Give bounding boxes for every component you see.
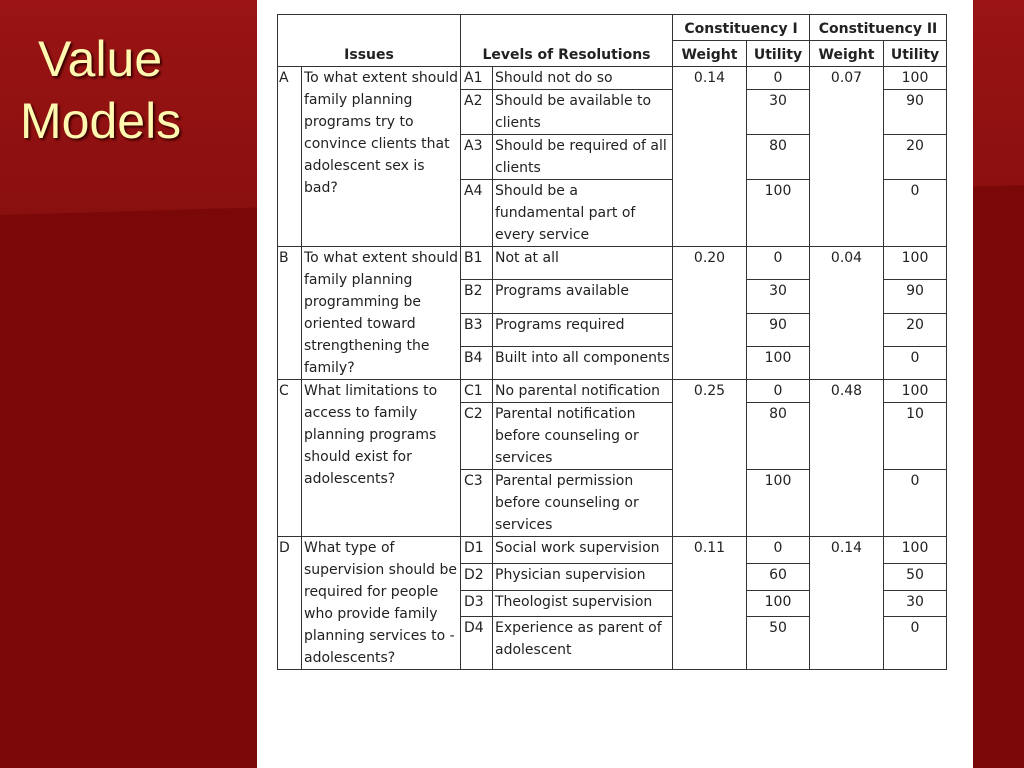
header-issues: Issues <box>278 15 461 67</box>
utility-constituency-2: 0 <box>884 470 947 537</box>
issue-letter: B <box>278 247 302 380</box>
utility-constituency-1: 0 <box>747 247 810 280</box>
utility-constituency-1: 0 <box>747 380 810 403</box>
utility-constituency-1: 60 <box>747 563 810 590</box>
utility-constituency-2: 20 <box>884 313 947 346</box>
header-constituency-2: Constituency II <box>810 15 947 41</box>
utility-constituency-2: 100 <box>884 380 947 403</box>
utility-constituency-2: 90 <box>884 280 947 313</box>
weight-constituency-2: 0.07 <box>810 67 884 247</box>
issue-letter: A <box>278 67 302 247</box>
header-utility-1: Utility <box>747 41 810 67</box>
level-code: A4 <box>461 180 493 247</box>
level-code: D2 <box>461 563 493 590</box>
level-code: D1 <box>461 537 493 564</box>
level-text: Should be available to clients <box>493 90 673 135</box>
level-code: C3 <box>461 470 493 537</box>
utility-constituency-2: 20 <box>884 135 947 180</box>
level-code: A2 <box>461 90 493 135</box>
issue-letter: C <box>278 380 302 537</box>
level-text: Not at all <box>493 247 673 280</box>
utility-constituency-2: 10 <box>884 403 947 470</box>
weight-constituency-1: 0.20 <box>673 247 747 380</box>
level-text: Parental permission before counseling or services <box>493 470 673 537</box>
utility-constituency-2: 30 <box>884 590 947 617</box>
utility-constituency-1: 100 <box>747 470 810 537</box>
header-weight-2: Weight <box>810 41 884 67</box>
utility-constituency-2: 0 <box>884 180 947 247</box>
utility-constituency-2: 100 <box>884 67 947 90</box>
level-text: No parental notification <box>493 380 673 403</box>
table-body <box>278 67 947 670</box>
utility-constituency-1: 90 <box>747 313 810 346</box>
weight-constituency-2: 0.48 <box>810 380 884 537</box>
table-row <box>278 380 947 403</box>
level-text: Theologist supervision <box>493 590 673 617</box>
level-code: B1 <box>461 247 493 280</box>
utility-constituency-1: 30 <box>747 90 810 135</box>
utility-constituency-1: 0 <box>747 537 810 564</box>
level-text: Programs required <box>493 313 673 346</box>
weight-constituency-2: 0.14 <box>810 537 884 670</box>
slide-title <box>20 28 181 152</box>
level-text: Should be a fundamental part of every service <box>493 180 673 247</box>
level-code: C2 <box>461 403 493 470</box>
table-panel <box>257 0 973 768</box>
issue-question: To what extent should family planning programs try to convince clients that adolescent sex is bad? <box>302 67 461 247</box>
utility-constituency-2: 100 <box>884 537 947 564</box>
weight-constituency-2: 0.04 <box>810 247 884 380</box>
utility-constituency-2: 0 <box>884 346 947 379</box>
utility-constituency-1: 100 <box>747 180 810 247</box>
level-code: B4 <box>461 346 493 379</box>
issue-letter: D <box>278 537 302 670</box>
utility-constituency-1: 100 <box>747 346 810 379</box>
issue-question: What type of supervision should be required for people who provide family planning services to - adolescents? <box>302 537 461 670</box>
value-model-table <box>277 14 947 670</box>
level-text: Should be required of all clients <box>493 135 673 180</box>
utility-constituency-2: 90 <box>884 90 947 135</box>
utility-constituency-1: 80 <box>747 403 810 470</box>
level-code: A3 <box>461 135 493 180</box>
utility-constituency-1: 80 <box>747 135 810 180</box>
level-text: Programs available <box>493 280 673 313</box>
level-code: D3 <box>461 590 493 617</box>
utility-constituency-2: 0 <box>884 617 947 670</box>
weight-constituency-1: 0.11 <box>673 537 747 670</box>
utility-constituency-2: 100 <box>884 247 947 280</box>
table-row <box>278 537 947 564</box>
header-utility-2: Utility <box>884 41 947 67</box>
utility-constituency-2: 50 <box>884 563 947 590</box>
level-code: C1 <box>461 380 493 403</box>
level-text: Social work supervision <box>493 537 673 564</box>
weight-constituency-1: 0.14 <box>673 67 747 247</box>
header-levels: Levels of Resolutions <box>461 15 673 67</box>
utility-constituency-1: 0 <box>747 67 810 90</box>
level-text: Physician supervision <box>493 563 673 590</box>
level-code: B2 <box>461 280 493 313</box>
issue-question: What limitations to access to family planning programs should exist for adolescents? <box>302 380 461 537</box>
level-code: B3 <box>461 313 493 346</box>
table-row <box>278 67 947 90</box>
level-text: Built into all components <box>493 346 673 379</box>
title-line-1: Value <box>38 31 163 87</box>
level-text: Parental notification before counseling or services <box>493 403 673 470</box>
title-line-2: Models <box>20 93 182 149</box>
level-code: D4 <box>461 617 493 670</box>
utility-constituency-1: 50 <box>747 617 810 670</box>
weight-constituency-1: 0.25 <box>673 380 747 537</box>
level-text: Experience as parent of adolescent <box>493 617 673 670</box>
level-code: A1 <box>461 67 493 90</box>
issue-question: To what extent should family planning programming be oriented toward strengthening the family? <box>302 247 461 380</box>
utility-constituency-1: 30 <box>747 280 810 313</box>
header-constituency-1: Constituency I <box>673 15 810 41</box>
utility-constituency-1: 100 <box>747 590 810 617</box>
level-text: Should not do so <box>493 67 673 90</box>
header-weight-1: Weight <box>673 41 747 67</box>
table-row <box>278 247 947 280</box>
